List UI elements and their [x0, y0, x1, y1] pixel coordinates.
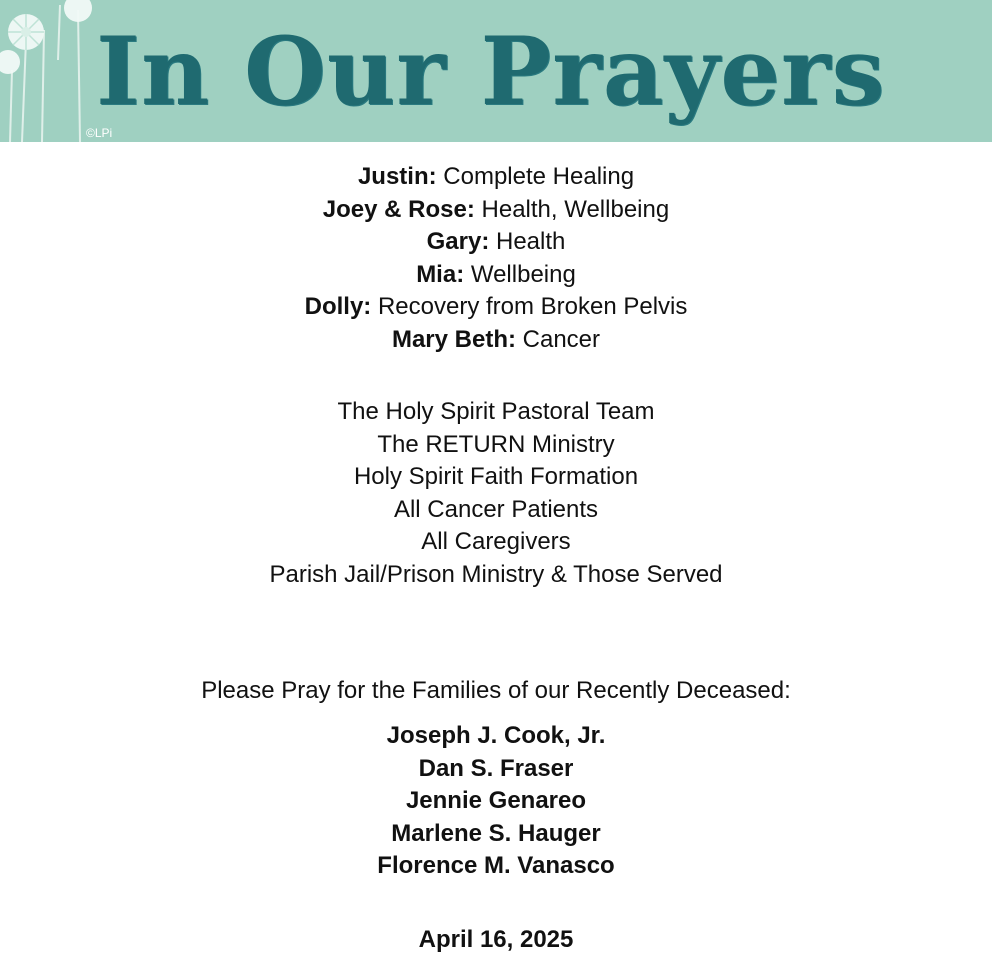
- prayer-intention: Cancer: [522, 325, 601, 353]
- prayer-intention: Complete Healing: [443, 163, 635, 190]
- list-item: [0, 291, 992, 324]
- dandelion-flowers-icon: [0, 0, 113, 142]
- prayer-intention: Health: [496, 228, 566, 255]
- prayer-intentions-list: [0, 161, 992, 356]
- prayer-intention: Wellbeing: [470, 260, 576, 288]
- list-item: [0, 161, 992, 194]
- list-item: Parish Jail/Prison Ministry & Those Served: [269, 560, 723, 588]
- list-item: [0, 324, 992, 357]
- prayer-name: Gary:: [426, 228, 490, 255]
- prayer-groups-list: [0, 396, 992, 591]
- copyright-text: ©LPi: [86, 126, 113, 140]
- banner-title: In Our Prayers: [96, 17, 886, 127]
- prayer-name: Dolly:: [304, 293, 372, 320]
- list-item: Holy Spirit Faith Formation: [353, 463, 639, 490]
- list-item: All Cancer Patients: [393, 495, 599, 523]
- bulletin-date: [0, 924, 992, 956]
- list-item: Jennie Genareo: [405, 787, 587, 814]
- deceased-heading-text: Please Pray for the Families of our Recently Deceased:: [201, 677, 791, 704]
- list-item: The Holy Spirit Pastoral Team: [337, 398, 655, 425]
- deceased-list: [0, 720, 992, 883]
- prayer-intention: Health, Wellbeing: [481, 195, 670, 223]
- list-item: Florence M. Vanasco: [377, 852, 615, 879]
- list-item: [0, 259, 992, 292]
- prayer-name: Mary Beth:: [391, 325, 516, 353]
- list-item: Joseph J. Cook, Jr.: [386, 722, 606, 749]
- deceased-heading: [0, 675, 992, 707]
- list-item: Marlene S. Hauger: [391, 819, 601, 847]
- list-item: [0, 226, 992, 259]
- list-item: Dan S. Fraser: [418, 754, 574, 782]
- list-item: [0, 194, 992, 227]
- header-banner: [0, 0, 992, 142]
- list-item: All Caregivers: [421, 528, 571, 555]
- prayer-name: Justin:: [357, 163, 437, 190]
- prayer-name: Joey & Rose:: [322, 195, 475, 223]
- date-text: April 16, 2025: [418, 926, 574, 953]
- list-item: The RETURN Ministry: [377, 430, 615, 458]
- prayer-name: Mia:: [416, 260, 465, 288]
- prayer-intention: Recovery from Broken Pelvis: [377, 293, 688, 320]
